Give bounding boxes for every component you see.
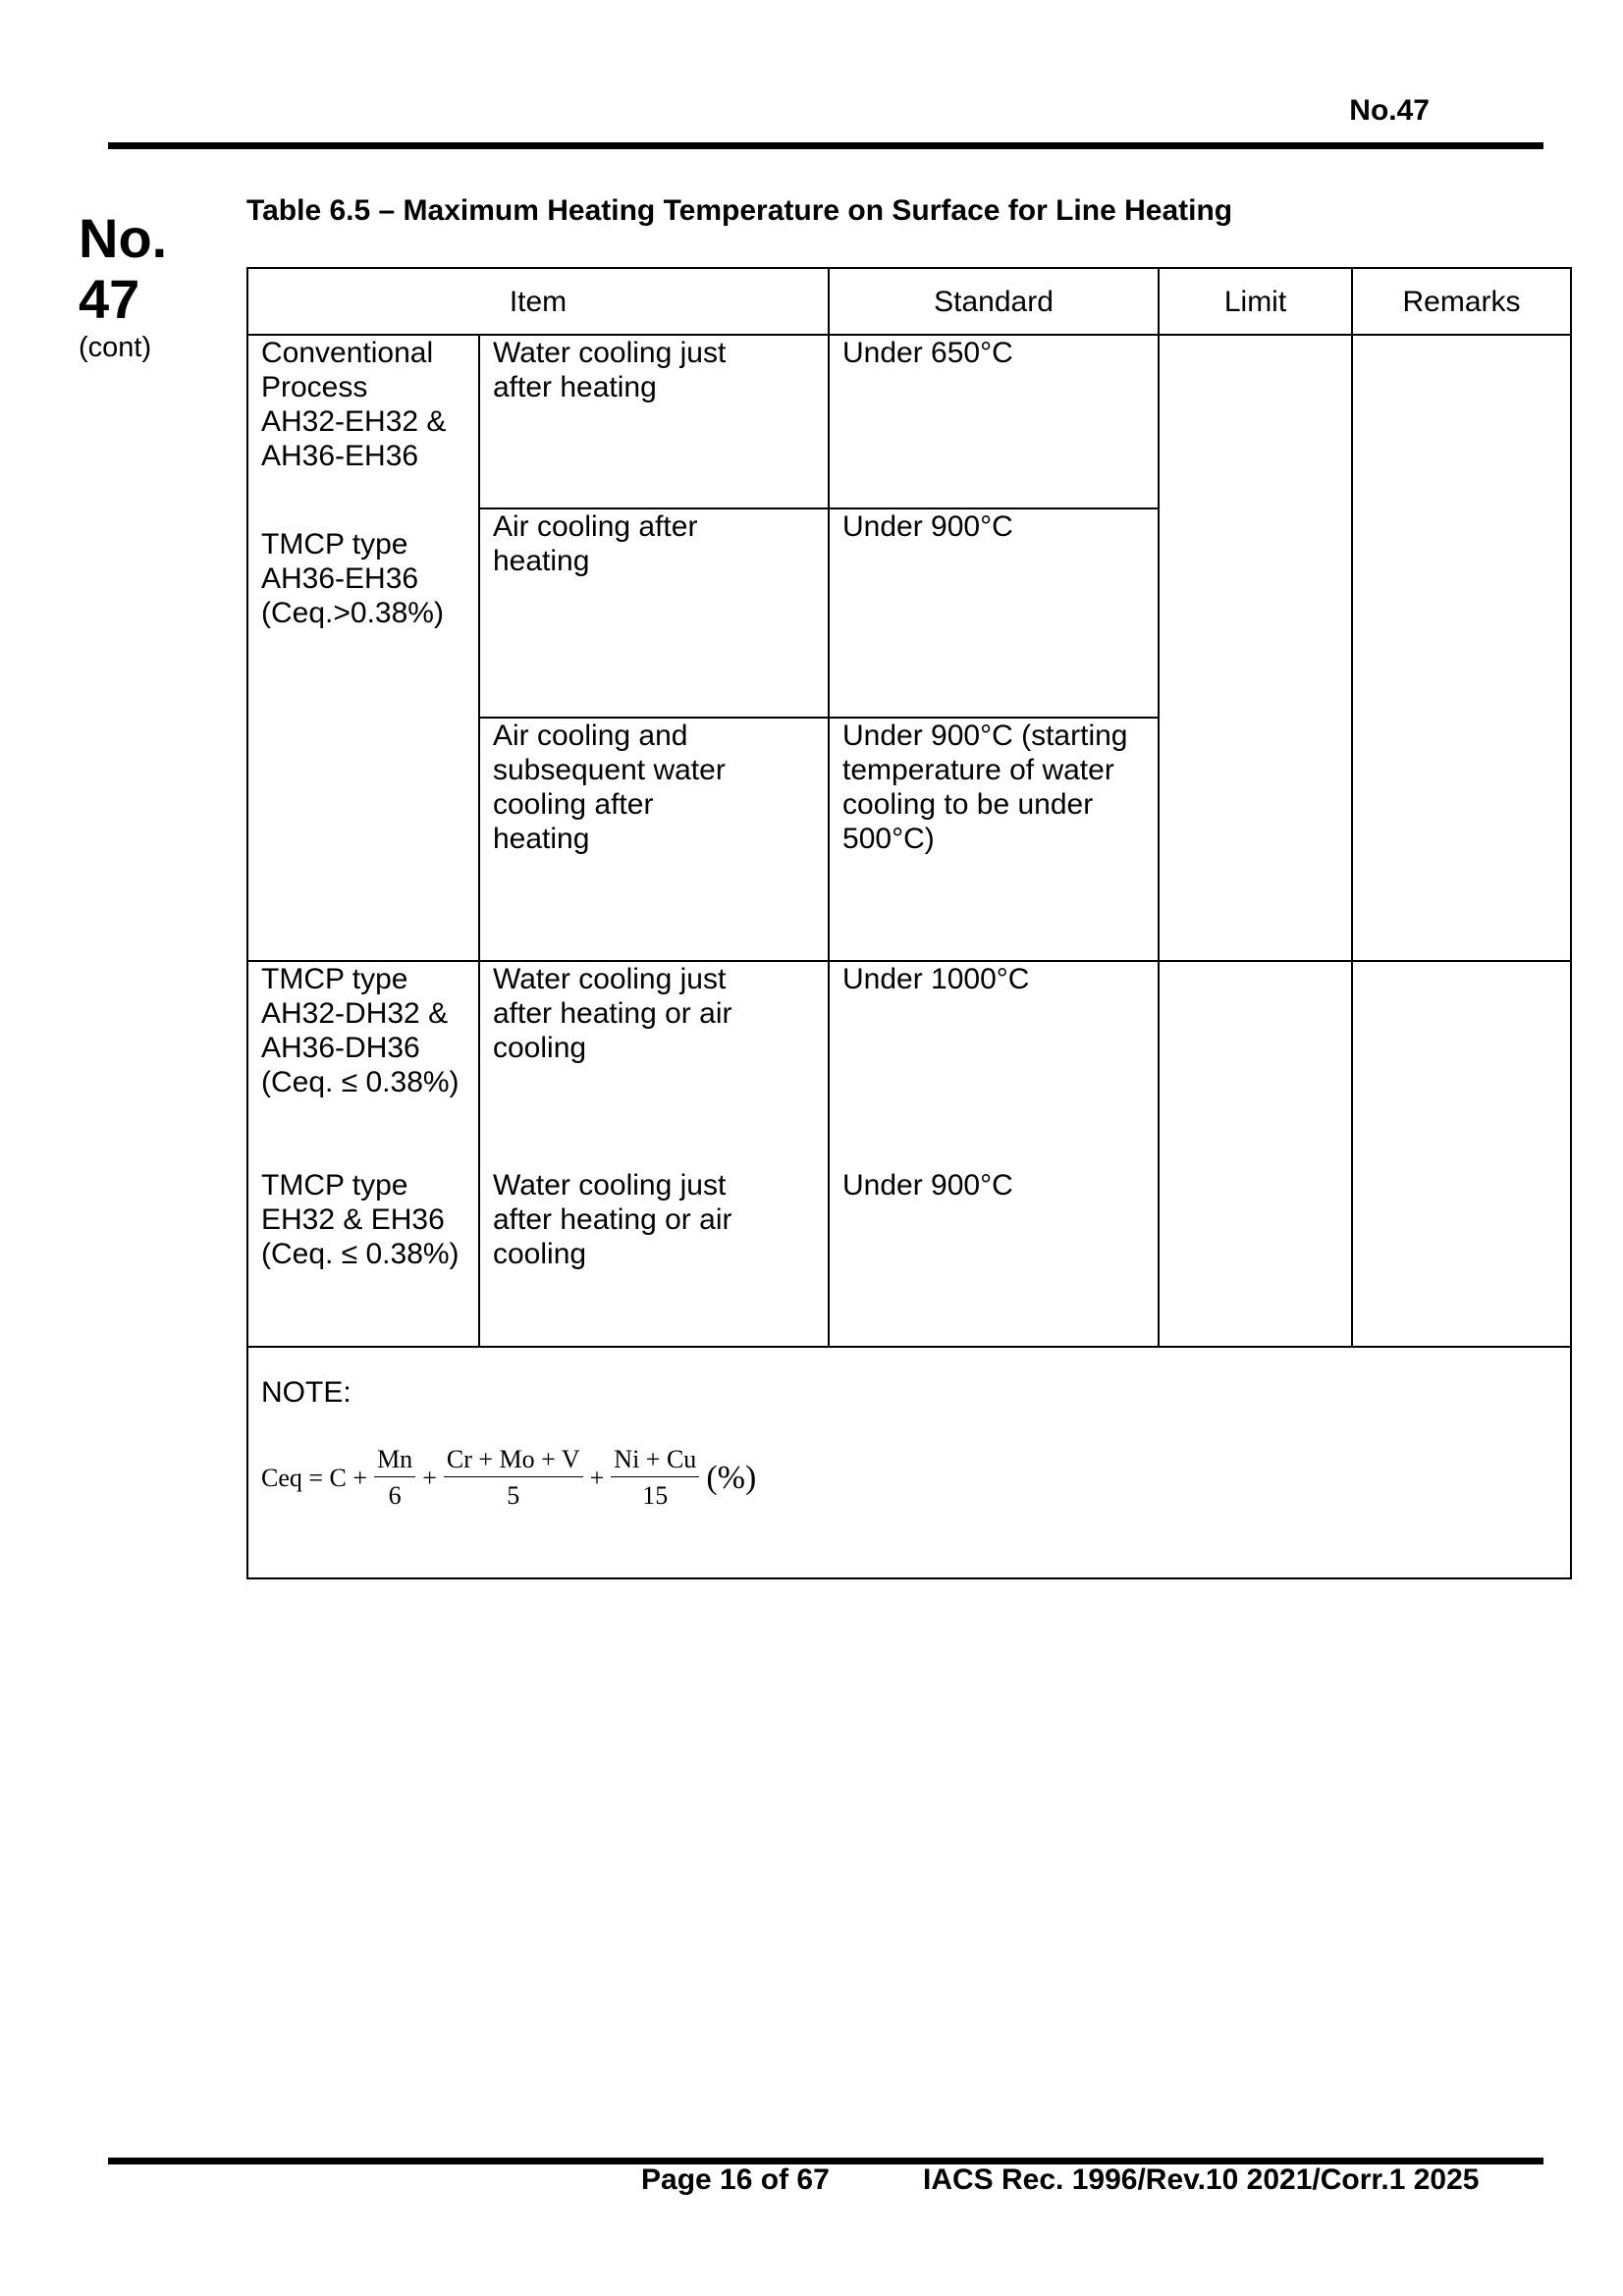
method-cell <box>479 335 829 508</box>
fraction-numerator: Cr + Mo + V <box>444 1447 583 1477</box>
category-text: (Ceq. ≤ 0.38%) <box>261 1238 460 1270</box>
category-text: AH36-EH36 <box>261 562 419 595</box>
category-cell-group1 <box>247 335 479 961</box>
category-text: TMCP type <box>261 528 408 561</box>
category-spacer <box>261 473 465 527</box>
method-text: after heating or air <box>493 997 732 1030</box>
header-standard: Standard <box>829 268 1159 335</box>
header-limit: Limit <box>1159 268 1352 335</box>
table-title: Table 6.5 – Maximum Heating Temperature on Surface for Line Heating <box>246 194 1233 227</box>
category-text: AH36-EH36 <box>261 440 419 472</box>
method-cell <box>479 508 829 718</box>
header-doc-ref: No.47 <box>1349 94 1430 127</box>
ceq-formula <box>261 1447 1557 1509</box>
side-no-label: No. <box>79 207 168 269</box>
standard-text: Under 900°C (starting <box>842 720 1128 752</box>
category-text: AH32-DH32 & <box>261 997 449 1030</box>
method-text: Air cooling after <box>493 510 698 543</box>
standard-cell <box>829 961 1159 1347</box>
category-text: TMCP type <box>261 1169 408 1201</box>
remarks-cell <box>1352 335 1571 961</box>
heating-temperature-table <box>246 267 1572 1579</box>
formula-plus: + <box>589 1464 605 1492</box>
method-cell <box>479 718 829 961</box>
method-text: subsequent water <box>493 754 726 786</box>
formula-unit: (%) <box>706 1460 757 1496</box>
note-label: NOTE: <box>261 1376 352 1409</box>
standard-cell <box>829 718 1159 961</box>
method-text: Air cooling and <box>493 720 688 752</box>
table-row <box>247 335 1571 508</box>
formula-fraction-crmov <box>444 1447 583 1509</box>
side-cont-label: (cont) <box>79 332 152 363</box>
header-item: Item <box>247 268 829 335</box>
method-text: Water cooling just <box>493 337 727 369</box>
category-text: (Ceq.>0.38%) <box>261 597 444 629</box>
standard-text: Under 1000°C <box>842 963 1030 995</box>
formula-plus: + <box>422 1464 437 1492</box>
formula-fraction-nicu <box>611 1447 699 1509</box>
standard-text: Under 900°C <box>842 1169 1013 1201</box>
fraction-numerator: Ni + Cu <box>611 1447 699 1477</box>
method-text: after heating <box>493 371 657 403</box>
category-spacer <box>261 1099 465 1168</box>
method-text: heating <box>493 823 590 855</box>
category-text: AH36-DH36 <box>261 1032 420 1064</box>
fraction-denominator: 5 <box>507 1481 520 1510</box>
formula-fraction-mn <box>374 1447 415 1509</box>
standard-spacer <box>842 996 1145 1168</box>
standard-text: Under 650°C <box>842 337 1013 369</box>
side-no-value: 47 <box>79 268 140 330</box>
table-header-row <box>247 268 1571 335</box>
method-text: heating <box>493 545 590 577</box>
footer-page-number: Page 16 of 67 <box>641 2163 830 2196</box>
header-remarks: Remarks <box>1352 268 1571 335</box>
category-text: (Ceq. ≤ 0.38%) <box>261 1066 460 1098</box>
method-text: after heating or air <box>493 1203 732 1236</box>
footer-doc-id: IACS Rec. 1996/Rev.10 2021/Corr.1 2025 <box>923 2163 1480 2196</box>
method-text: cooling after <box>493 788 654 821</box>
category-text: EH32 & EH36 <box>261 1203 445 1236</box>
table-row <box>247 961 1571 1347</box>
note-row <box>247 1347 1571 1578</box>
standard-cell <box>829 335 1159 508</box>
method-text: Water cooling just <box>493 963 727 995</box>
standard-text: Under 900°C <box>842 510 1013 543</box>
method-text: cooling <box>493 1032 587 1064</box>
method-cell <box>479 961 829 1347</box>
method-text: Water cooling just <box>493 1169 727 1201</box>
fraction-denominator: 15 <box>642 1481 669 1510</box>
standard-cell <box>829 508 1159 718</box>
standard-text: 500°C) <box>842 823 935 855</box>
limit-cell <box>1159 961 1352 1347</box>
note-cell <box>247 1347 1571 1578</box>
standard-text: cooling to be under <box>842 788 1094 821</box>
remarks-cell <box>1352 961 1571 1347</box>
side-rec-number <box>79 208 167 330</box>
fraction-denominator: 6 <box>388 1481 402 1510</box>
limit-cell <box>1159 335 1352 961</box>
fraction-numerator: Mn <box>374 1447 415 1477</box>
category-text: TMCP type <box>261 963 408 995</box>
header-rule <box>108 142 1543 149</box>
category-cell-group2 <box>247 961 479 1347</box>
method-text: cooling <box>493 1238 587 1270</box>
category-text: Conventional <box>261 337 434 369</box>
formula-lhs: Ceq = C + <box>261 1464 368 1492</box>
category-text: Process <box>261 371 368 403</box>
category-text: AH32-EH32 & <box>261 405 447 438</box>
method-spacer <box>493 1065 815 1168</box>
standard-text: temperature of water <box>842 754 1114 786</box>
